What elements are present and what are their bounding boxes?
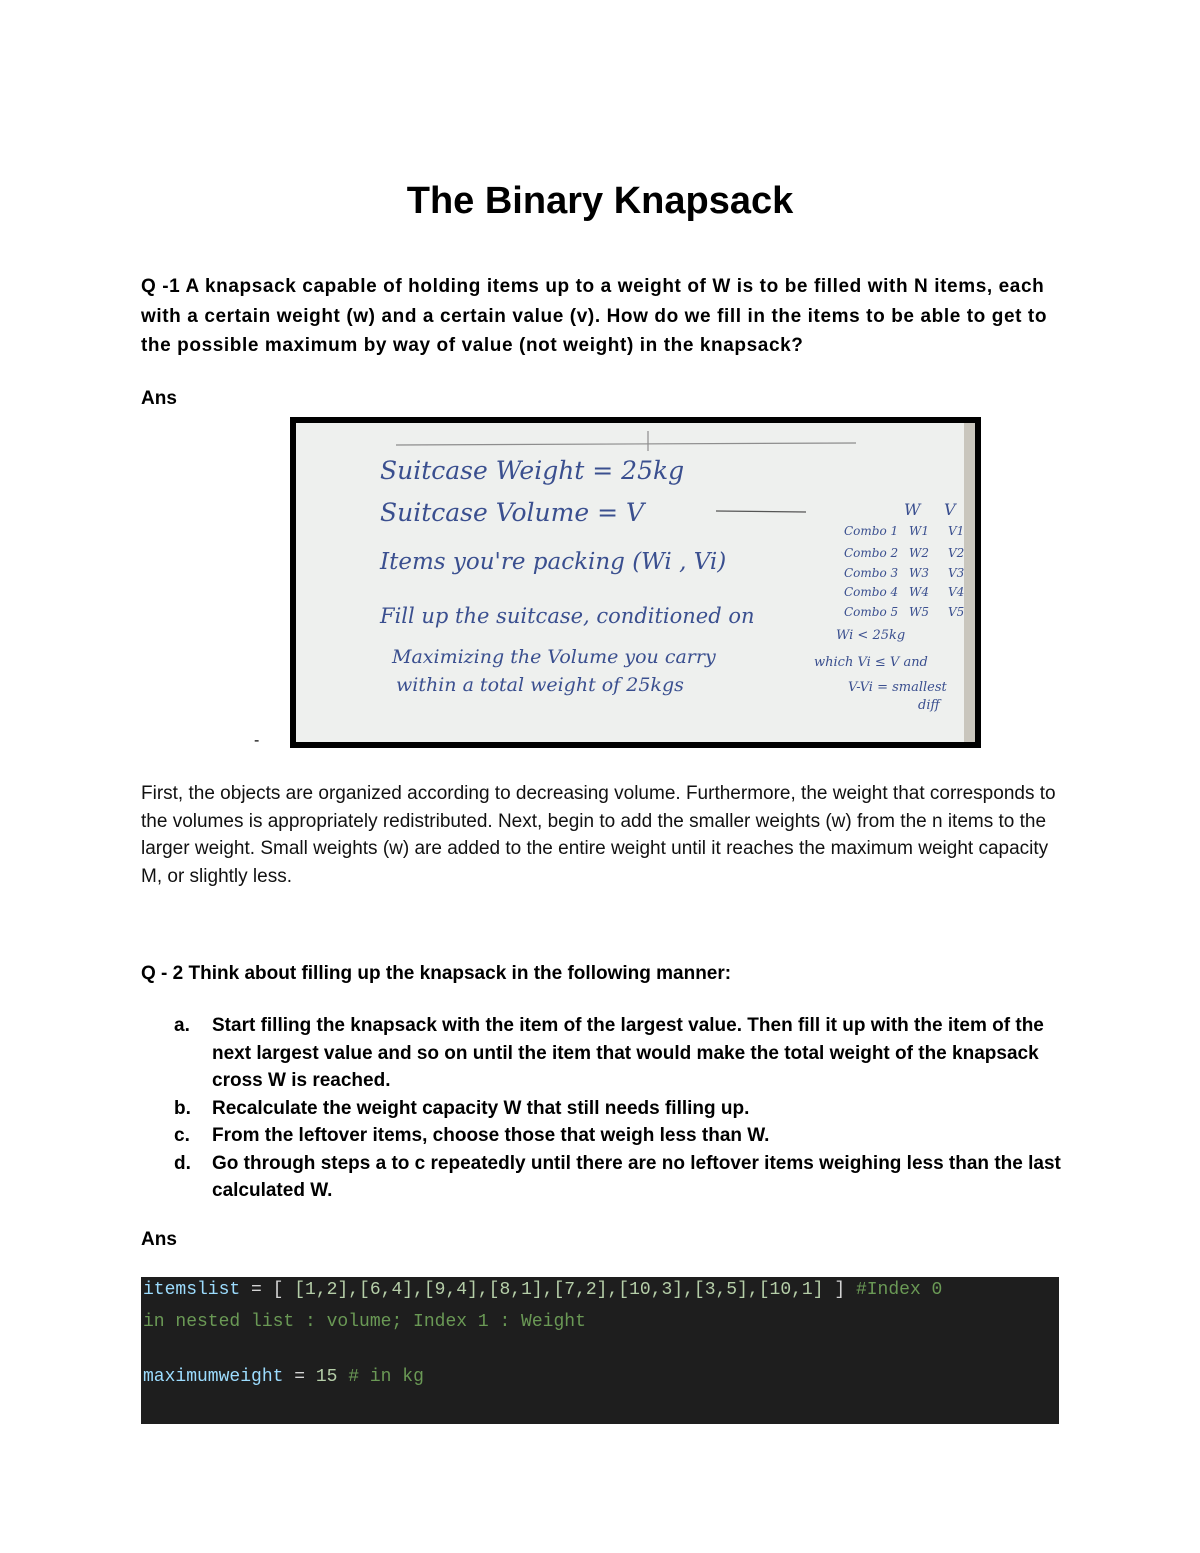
note-line-1: Suitcase Weight = 25kg — [380, 456, 685, 485]
note-line-2: Suitcase Volume = V — [380, 498, 645, 527]
combo-5-w: W5 — [909, 605, 929, 619]
note-line-6: within a total weight of 25kgs — [396, 674, 684, 696]
col-header-w: W — [904, 500, 921, 519]
combo-1-label: Combo 1 — [844, 524, 899, 538]
code-number: 15 — [315, 1367, 338, 1387]
note-line-4: Fill up the suitcase, conditioned on — [380, 604, 755, 628]
step-text: From the leftover items, choose those that weigh less than W. — [212, 1125, 770, 1146]
step-marker: c. — [174, 1125, 190, 1146]
combo-3-label: Combo 3 — [844, 566, 899, 580]
right-note-2: which Vi ≤ V and — [814, 655, 928, 670]
combo-2-w: W2 — [909, 546, 929, 560]
question-1-text: Q -1 A knapsack capable of holding items up to a weight of W is to be filled with N items, each with a certain weight (w) and a certain value (v). How do we fill in the items to be able to get to the possible maximum by way of value (not weight) in the knapsack? — [141, 276, 1048, 356]
code-op: = — [283, 1367, 316, 1387]
list-item — [141, 1012, 1071, 1095]
whiteboard-photo — [290, 417, 981, 748]
step-marker: b. — [174, 1097, 191, 1119]
page-title: The Binary Knapsack — [406, 180, 794, 222]
code-line-3 — [143, 1367, 424, 1387]
combo-5-v: V5 — [948, 605, 965, 619]
whiteboard-edge — [964, 423, 975, 742]
list-item — [141, 1122, 1071, 1150]
note-line-3: Items you're packing (Wi , Vi) — [380, 549, 727, 575]
answer-2-label: Ans — [141, 1229, 177, 1250]
step-marker: a. — [174, 1015, 190, 1036]
combo-2-v: V2 — [948, 546, 965, 560]
right-note-4: diff — [918, 698, 940, 713]
combo-2-label: Combo 2 — [844, 546, 899, 560]
whiteboard-drawing — [296, 423, 975, 742]
step-text: Recalculate the weight capacity W that still needs filling up. — [212, 1097, 750, 1119]
right-note-1: Wi < 25kg — [836, 628, 906, 643]
code-comment: # in kg — [337, 1367, 424, 1387]
step-text: Go through steps a to c repeatedly until there are no leftover items weighing less than the last calculated W. — [212, 1152, 1061, 1201]
answer-1-label: Ans — [141, 388, 177, 409]
combo-3-v: V3 — [948, 566, 965, 580]
combo-4-w: W4 — [909, 585, 929, 599]
code-line-2: in nested list : volume; Index 1 : Weight — [143, 1312, 586, 1332]
combo-5-label: Combo 5 — [844, 605, 899, 619]
col-header-v: V — [944, 500, 956, 519]
combo-1-v: V1 — [948, 524, 965, 538]
code-comment: #Index 0 — [855, 1280, 943, 1300]
combo-1-w: W1 — [909, 524, 929, 538]
list-item — [141, 1095, 1071, 1123]
code-line-1 — [143, 1280, 942, 1300]
step-marker: d. — [174, 1152, 191, 1174]
combo-4-label: Combo 4 — [844, 585, 899, 599]
code-op: = [ — [240, 1280, 295, 1300]
step-text: Start filling the knapsack with the item of the largest value. Then fill it up with the item of the next largest value and so on until the item that would make the total weight of the knapsack cross W is reached. — [212, 1015, 1044, 1091]
combo-4-v: V4 — [948, 585, 965, 599]
code-close: ] — [823, 1280, 856, 1300]
answer-1-paragraph: First, the objects are organized according to decreasing volume. Furthermore, the weight that corresponds to the volumes is appropriately redistributed. Next, begin to add the smaller weights (w) from the n items to the larger weight. Small weights (w) are added to the entire weight until it reaches the maximum weight capacity M, or slightly less. — [141, 783, 1056, 887]
code-list-literal: [1,2],[6,4],[9,4],[8,1],[7,2],[10,3],[3,5],[10,1] — [294, 1280, 824, 1300]
note-line-5: Maximizing the Volume you carry — [392, 646, 716, 668]
code-block — [141, 1277, 1059, 1424]
question-2-text: Q - 2 Think about filling up the knapsack in the following manner: — [141, 963, 732, 984]
code-var-maximumweight: maximumweight — [143, 1367, 284, 1387]
right-note-3: V-Vi = smallest — [848, 680, 947, 695]
combo-3-w: W3 — [909, 566, 929, 580]
steps-list — [141, 1012, 1071, 1205]
list-item — [141, 1150, 1071, 1205]
dash-mark: - — [254, 732, 260, 749]
code-var-itemslist: itemslist — [143, 1280, 241, 1300]
